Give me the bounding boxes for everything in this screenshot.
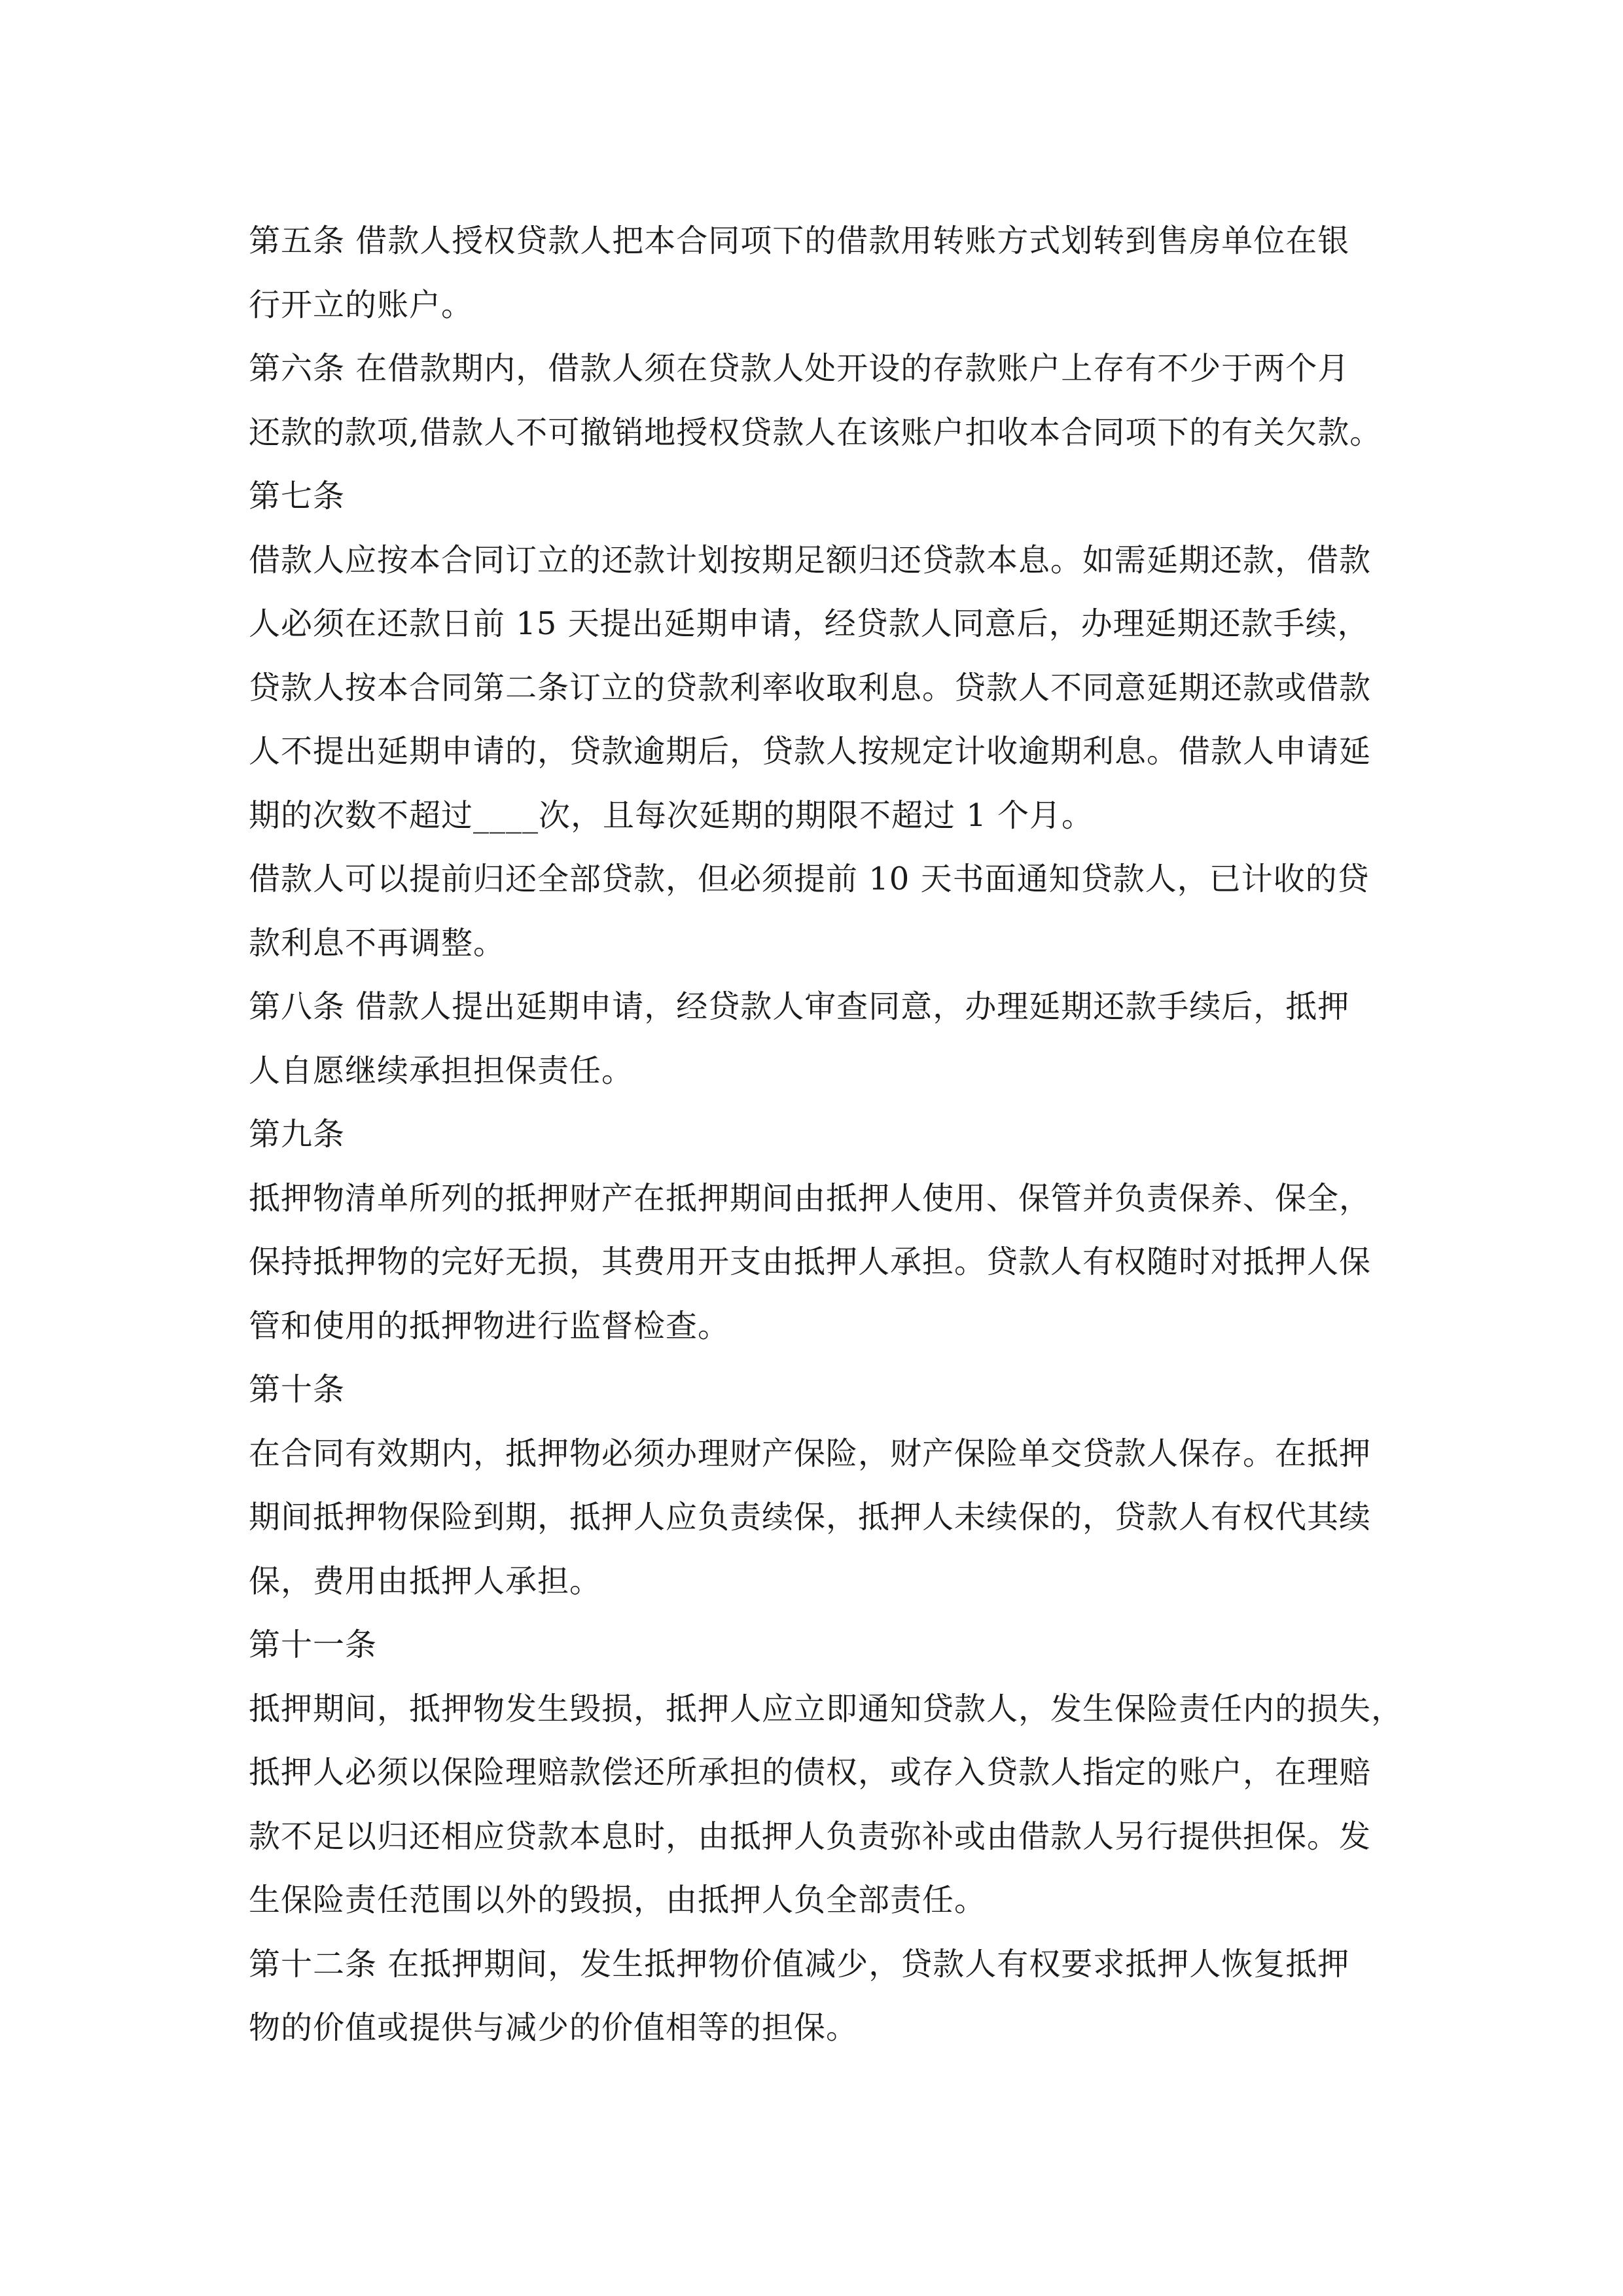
text-line: 在合同有效期内，抵押物必须办理财产保险，财产保险单交贷款人保存。在抵押 [249,1435,1372,1472]
document-page [249,209,1404,2060]
text-line: 期间抵押物保险到期，抵押人应负责续保，抵押人未续保的，贷款人有权代其续 [249,1499,1372,1535]
text-line: 生保险责任范围以外的毁损，由抵押人负全部责任。 [249,1882,987,1918]
text-line: 抵押物清单所列的抵押财产在抵押期间由抵押人使用、保管并负责保养、保全， [249,1179,1372,1217]
text-line: 抵押期间，抵押物发生毁损，抵押人应立即通知贷款人，发生保险责任内的损失， [249,1690,1404,1727]
text-line: 第六条 在借款期内，借款人须在贷款人处开设的存款账户上存有不少于两个月 [249,350,1350,387]
article-heading: 第十一条 [249,1626,378,1663]
text-line: 人自愿继续承担担保责任。 [249,1052,634,1089]
text-line: 还款的款项,借款人不可撤销地授权贷款人在该账户扣收本合同项下的有关欠款。 [249,414,1382,451]
article-heading: 第九条 [249,1116,346,1153]
text-line: 抵押人必须以保险理赔款偿还所承担的债权，或存入贷款人指定的账户，在理赔 [249,1754,1372,1791]
text-line: 第十二条 在抵押期间，发生抵押物价值减少，贷款人有权要求抵押人恢复抵押 [249,1945,1350,1982]
text-line: 人必须在还款日前 15 天提出延期申请，经贷款人同意后，办理延期还款手续， [249,605,1370,642]
text-line: 行开立的账户。 [249,286,474,323]
text-line: 借款人应按本合同订立的还款计划按期足额归还贷款本息。如需延期还款，借款 [249,541,1372,579]
text-line: 保持抵押物的完好无损，其费用开支由抵押人承担。贷款人有权随时对抵押人保 [249,1244,1372,1280]
article-heading: 第十条 [249,1371,346,1408]
text-line: 保，费用由抵押人承担。 [249,1562,602,1600]
text-line: 第五条 借款人授权贷款人把本合同项下的借款用转账方式划转到售房单位在银 [249,223,1350,259]
text-line: 借款人可以提前归还全部贷款，但必须提前 10 天书面通知贷款人，已计收的贷 [249,861,1370,897]
text-line: 贷款人按本合同第二条订立的贷款利率收取利息。贷款人不同意延期还款或借款 [249,669,1372,706]
text-line: 第八条 借款人提出延期申请，经贷款人审查同意，办理延期还款手续后，抵押 [249,988,1350,1025]
text-line: 管和使用的抵押物进行监督检查。 [249,1307,730,1344]
text-line: 款不足以归还相应贷款本息时，由抵押人负责弥补或由借款人另行提供担保。发 [249,1818,1372,1855]
text-line: 人不提出延期申请的，贷款逾期后，贷款人按规定计收逾期利息。借款人申请延 [249,733,1372,770]
text-line: 物的价值或提供与减少的价值相等的担保。 [249,2009,859,2046]
text-line: 款利息不再调整。 [249,924,506,961]
text-line: 期的次数不超过____次，且每次延期的期限不超过 1 个月。 [249,797,1094,834]
article-heading: 第七条 [249,478,346,514]
